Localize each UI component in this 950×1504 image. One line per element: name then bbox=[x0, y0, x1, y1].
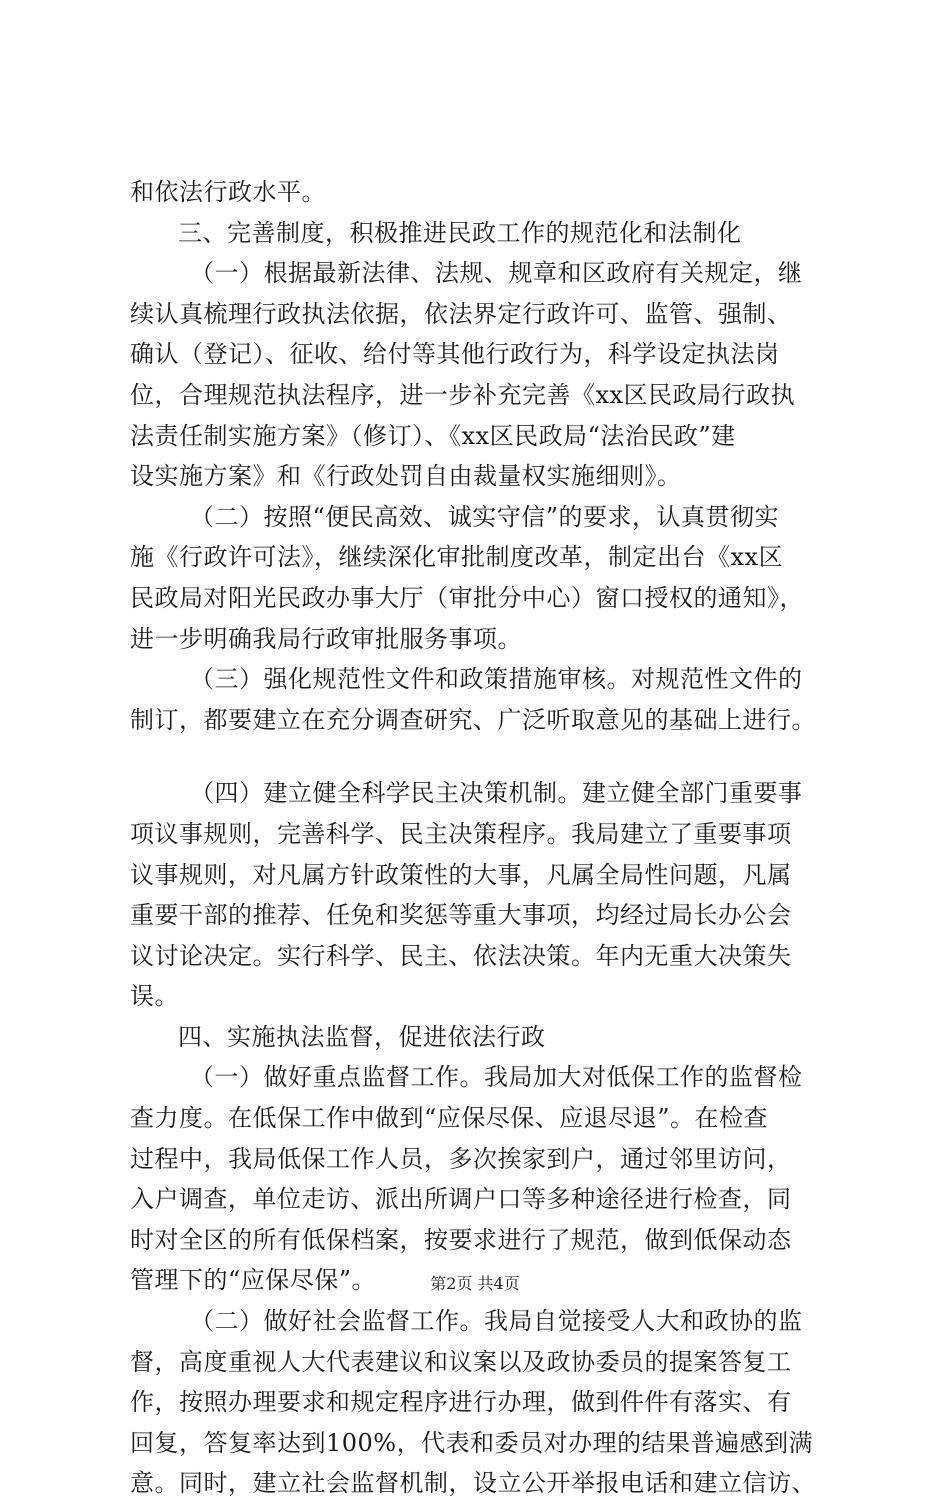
page-number-footer: 第2页 共4页 bbox=[430, 1274, 520, 1293]
body-line: 管理下的“应保尽保”。 bbox=[130, 1266, 377, 1295]
body-line: 进一步明确我局行政审批服务事项。 bbox=[130, 624, 522, 653]
body-line: 项议事规则，完善科学、民主决策程序。我局建立了重要事项 bbox=[130, 819, 792, 848]
body-line: 查力度。在低保工作中做到“应保尽保、应退尽退”。在检查 bbox=[130, 1104, 769, 1133]
body-line: 作，按照办理要求和规定程序进行办理，做到件件有落实、有 bbox=[130, 1388, 792, 1417]
body-line: 督，高度重视人大代表建议和议案以及政协委员的提案答复工 bbox=[130, 1347, 792, 1376]
paragraph-start: （四）建立健全科学民主决策机制。建立健全部门重要事 bbox=[190, 779, 803, 808]
body-line: 法责任制实施方案》（修订）、《xx区民政局“法治民政”建 bbox=[130, 421, 736, 450]
body-line: 过程中，我局低保工作人员，多次挨家到户，通过邻里访问， bbox=[130, 1144, 792, 1173]
paragraph-start: （二）做好社会监督工作。我局自觉接受人大和政协的监 bbox=[190, 1307, 803, 1336]
body-line: 议讨论决定。实行科学、民主、依法决策。年内无重大决策失 bbox=[130, 941, 792, 970]
paragraph-start: （一）根据最新法律、法规、规章和区政府有关规定，继 bbox=[190, 259, 803, 288]
body-line: 入户调查，单位走访、派出所调户口等多种途径进行检查，同 bbox=[130, 1185, 792, 1214]
body-line: 确认（登记）、征收、给付等其他行政行为，科学设定执法岗 bbox=[130, 340, 780, 369]
paragraph-start: （一）做好重点监督工作。我局加大对低保工作的监督检 bbox=[190, 1063, 803, 1092]
body-line: 续认真梳理行政执法依据，依法界定行政许可、监管、强制、 bbox=[130, 299, 792, 328]
body-line: 位，合理规范执法程序，进一步补充完善《xx区民政局行政执 bbox=[130, 380, 796, 409]
body-line: 制订，都要建立在充分调查研究、广泛听取意见的基础上进行。 bbox=[130, 705, 816, 734]
body-line: 民政局对阳光民政办事大厅（审批分中心）窗口授权的通知》， bbox=[130, 583, 804, 612]
body-line: 回复，答复率达到100%，代表和委员对办理的结果普遍感到满 bbox=[130, 1428, 814, 1457]
section-heading-3: 三、完善制度，积极推进民政工作的规范化和法制化 bbox=[178, 218, 742, 247]
body-line: 和依法行政水平。 bbox=[130, 178, 326, 206]
body-line: 施《行政许可法》，继续深化审批制度改革，制定出台《xx区 bbox=[130, 543, 784, 572]
document-body bbox=[130, 172, 850, 1504]
body-line: 设实施方案》和《行政处罚自由裁量权实施细则》。 bbox=[130, 462, 682, 491]
body-line: 重要干部的推荐、任免和奖惩等重大事项，均经过局长办公会 bbox=[130, 901, 792, 930]
paragraph-start: （二）按照“便民高效、诚实守信”的要求，认真贯彻实 bbox=[190, 502, 780, 531]
body-line: 意。同时，建立社会监督机制，设立公开举报电话和建立信访、 bbox=[130, 1469, 816, 1498]
body-line: 误。 bbox=[130, 982, 179, 1011]
body-line: 议事规则，对凡属方针政策性的大事，凡属全局性问题，凡属 bbox=[130, 860, 792, 889]
section-heading-4: 四、实施执法监督，促进依法行政 bbox=[178, 1022, 546, 1051]
body-line: 时对全区的所有低保档案，按要求进行了规范，做到低保动态 bbox=[130, 1225, 792, 1254]
paragraph-start: （三）强化规范性文件和政策措施审核。对规范性文件的 bbox=[190, 665, 803, 694]
